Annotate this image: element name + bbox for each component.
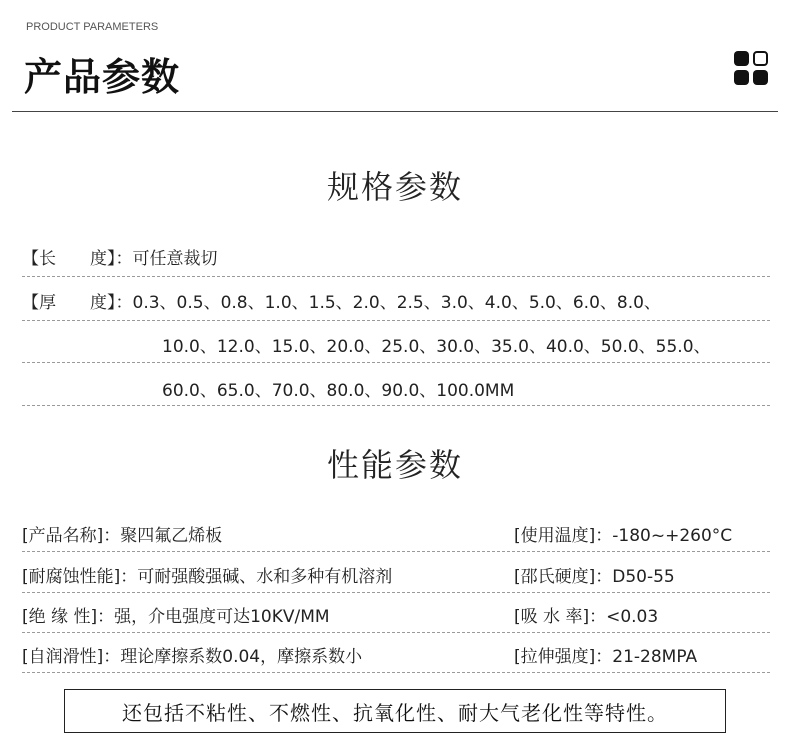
thickness-values-line-1: 0.3、0.5、0.8、1.0、1.5、2.0、2.5、3.0、4.0、5.0、6.0、8.0、 <box>132 293 661 313</box>
grid-icon-cell <box>734 70 749 85</box>
divider <box>22 672 770 673</box>
header-subtitle: PRODUCT PARAMETERS <box>26 21 159 33</box>
thickness-label: 【厚 度】： <box>22 293 133 313</box>
tensile-strength-cell: [拉伸强度]：21-28MPA <box>514 647 698 667</box>
length-value: 可任意裁切 <box>132 249 218 269</box>
divider <box>22 632 770 633</box>
divider <box>22 405 770 406</box>
grid-icon-cell <box>734 51 749 66</box>
insulation-cell: [绝 缘 性]：强，介电强度可达10KV/MM <box>22 607 330 627</box>
grid-icon-cell <box>753 70 768 85</box>
divider <box>22 320 770 321</box>
features-note-box <box>64 689 726 733</box>
performance-section-title: 性能参数 <box>326 446 463 484</box>
thickness-values-line-2: 10.0、12.0、15.0、20.0、25.0、30.0、35.0、40.0、50.0、55.0、 <box>162 337 711 357</box>
spec-section-title: 规格参数 <box>326 168 463 206</box>
operating-temperature-cell: [使用温度]：-180~+260°C <box>514 526 733 546</box>
divider <box>22 276 770 277</box>
self-lubrication-cell: [自润滑性]：理论摩擦系数0.04，摩擦系数小 <box>22 647 363 667</box>
shore-hardness-cell: [邵氏硬度]：D50-55 <box>514 567 675 587</box>
grid-icon-cell <box>753 51 768 66</box>
thickness-row <box>22 288 661 313</box>
corrosion-resistance-cell: [耐腐蚀性能]：可耐强酸强碱、水和多种有机溶剂 <box>22 567 393 587</box>
length-row <box>22 244 218 269</box>
product-name-cell: [产品名称]：聚四氟乙烯板 <box>22 526 223 546</box>
grid-icon <box>734 51 768 85</box>
page-title: 产品参数 <box>24 55 181 99</box>
features-note-text: 还包括不粘性、不燃性、抗氧化性、耐大气老化性等特性。 <box>122 700 668 725</box>
divider <box>22 592 770 593</box>
water-absorption-cell: [吸 水 率]：<0.03 <box>514 607 659 627</box>
divider <box>22 551 770 552</box>
divider <box>22 362 770 363</box>
header-divider <box>12 111 778 112</box>
thickness-values-line-3: 60.0、65.0、70.0、80.0、90.0、100.0MM <box>162 381 515 401</box>
length-label: 【长 度】： <box>22 249 133 269</box>
